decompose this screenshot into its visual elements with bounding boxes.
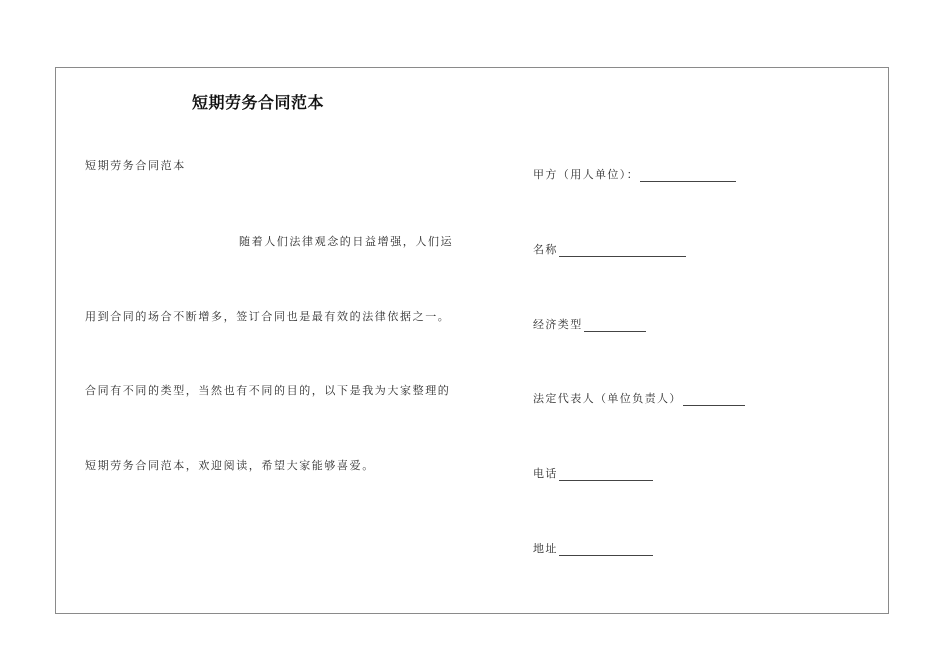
field-phone-blank[interactable] [559,469,653,481]
field-name-blank[interactable] [559,245,686,257]
body-line-heading: 短期劳务合同范本 [85,159,186,172]
field-party-a-blank[interactable] [640,170,736,182]
field-legal-rep [533,392,745,406]
body-line-1: 随着人们法律观念的日益增强，人们运 [239,235,454,248]
document-title: 短期劳务合同范本 [192,93,325,112]
field-legal-rep-label: 法定代表人（单位负责人） [533,392,682,405]
field-phone [533,467,653,481]
field-name-label: 名称 [533,243,558,256]
body-line-4: 短期劳务合同范本，欢迎阅读，希望大家能够喜爱。 [85,459,375,472]
field-party-a [533,168,736,182]
field-economic-type-blank[interactable] [584,320,646,332]
field-economic-type-label: 经济类型 [533,318,583,331]
field-phone-label: 电话 [533,467,558,480]
field-economic-type [533,318,646,332]
body-line-2: 用到合同的场合不断增多，签订合同也是最有效的法律依据之一。 [85,310,451,323]
field-address-label: 地址 [533,542,558,555]
field-legal-rep-blank[interactable] [683,394,745,406]
page-frame [55,67,889,614]
field-address [533,542,653,556]
field-party-a-label: 甲方（用人单位）： [533,168,640,181]
field-address-blank[interactable] [559,544,653,556]
body-line-3: 合同有不同的类型，当然也有不同的目的，以下是我为大家整理的 [85,384,451,397]
field-name [533,243,686,257]
